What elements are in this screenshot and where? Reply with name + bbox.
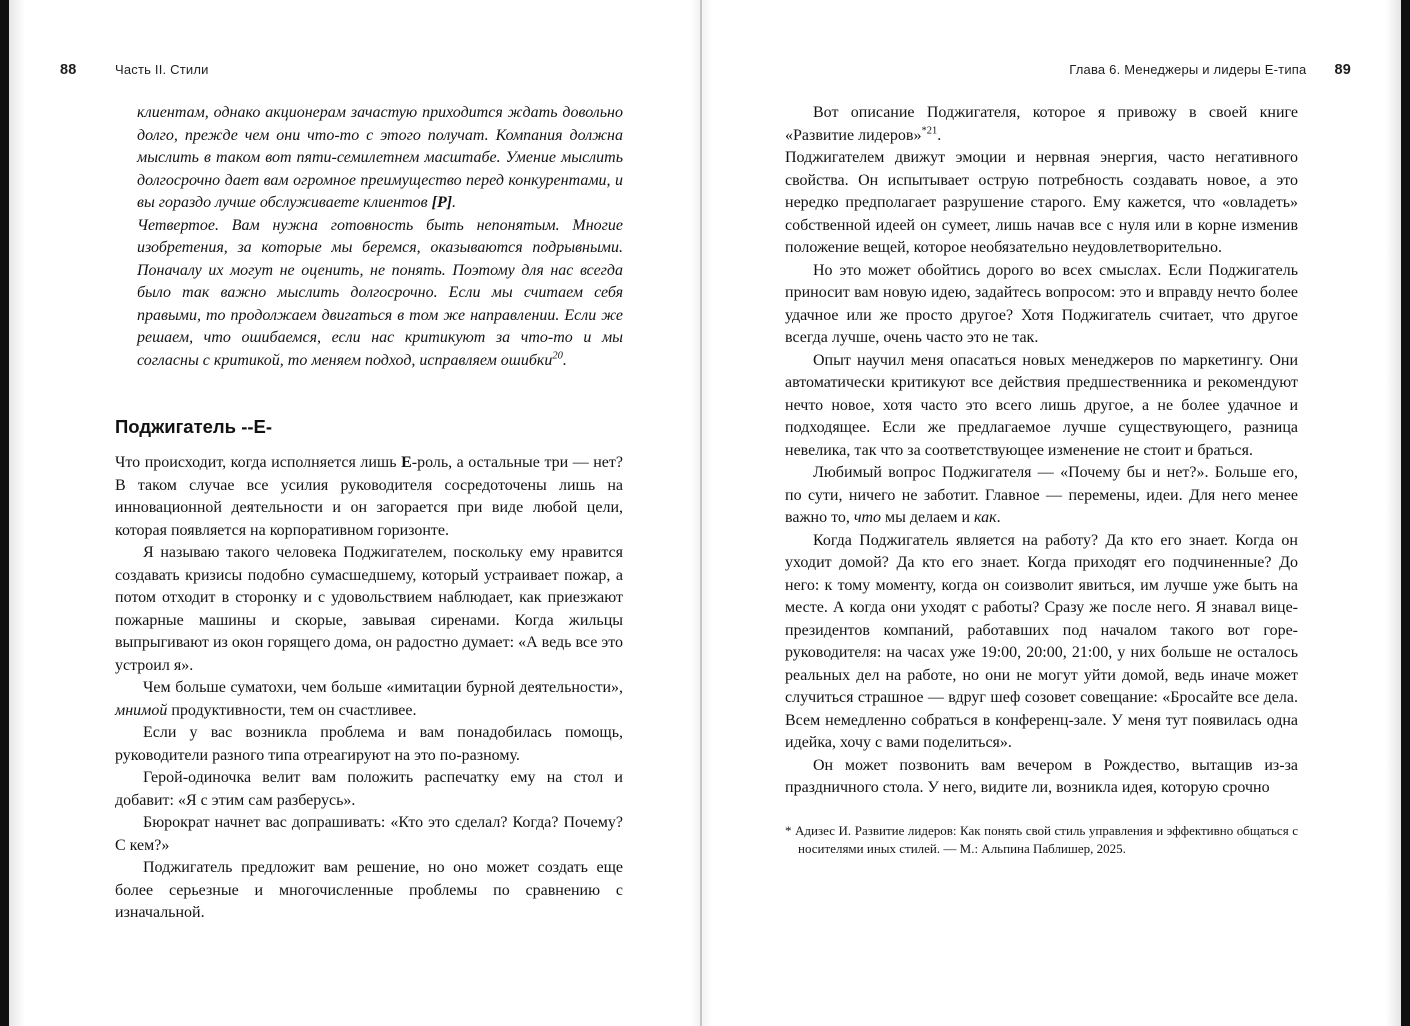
text-segment: . — [452, 194, 457, 211]
text-segment: Он может позвонить вам вечером в Рождество, вытащив из-за праздничного стола. У него, видите ли, возникла идея, которую срочно — [785, 756, 1298, 796]
text-segment: Любимый вопрос Поджигателя — «Почему бы и нет?». Больше его, по сути, ничего не заботит. Главное — перемены, идеи. Для него менее важно то, — [785, 464, 1298, 526]
paragraph — [785, 102, 1298, 147]
left-page-content — [115, 102, 623, 925]
paragraph — [115, 677, 623, 722]
paragraph — [115, 767, 623, 812]
text-segment: . — [996, 509, 1001, 526]
paragraph — [115, 452, 623, 542]
right-running-header-title: Глава 6. Менеджеры и лидеры E-типа — [1069, 62, 1307, 77]
text-segment: Когда Поджигатель является на работу? Да кто его знает. Когда он уходит домой? Да кто его знает. Когда приходят его подчиненные? До него: к тому моменту, когда он соизволит явиться, им лучше уже быть на месте. А когда они уходят с работы? Сразу же после него. Я знавал вице-президентов компаний, работавших под началом такого вот горе-руководителя: на часах уже 19:00, 20:00, 21:00, у них больше не осталось реальных дел на работе, но они не могут уйти домой, ведь иначе может случиться страшное — вдруг шеф созовет совещание: «Бросайте все дела. Всем немедленно собраться в конференц-зале. У меня тут появилась одна идейка, хочу с вами поделиться». — [785, 531, 1298, 751]
left-body-paragraphs — [115, 452, 623, 925]
paragraph — [785, 147, 1298, 260]
right-running-head — [782, 62, 1351, 78]
paragraph — [785, 462, 1298, 530]
paragraph — [785, 530, 1298, 755]
paragraph — [115, 857, 623, 925]
paragraph — [785, 260, 1298, 350]
left-running-head — [60, 62, 640, 78]
right-page-content — [785, 102, 1298, 859]
paragraph — [137, 102, 623, 215]
text-segment: [P] — [431, 194, 453, 211]
text-segment: . — [562, 351, 567, 369]
text-segment: Поджигатель предложит вам решение, но оно может создать еще более серьезные и многочисленные проблемы по сравнению с изначальной. — [115, 859, 623, 921]
superscript-note-ref: 20 — [552, 350, 563, 362]
text-segment: Чем больше суматохи, чем больше «имитации бурной деятельности», — [143, 679, 623, 696]
text-segment: клиентам, однако акционерам зачастую приходится ждать довольно долго, прежде чем они что-то с этого получат. Компания должна мыслить в таком вот пяти-семилетнем масштабе. Умение мыслить долгосрочно дает вам огромное преимущество перед конкурентами, и вы гораздо лучше обслуживаете клиентов — [137, 104, 623, 211]
paragraph — [785, 755, 1298, 800]
right-book-edge — [1401, 0, 1410, 1026]
text-segment: как — [974, 509, 997, 526]
paragraph — [115, 722, 623, 767]
text-segment: . — [937, 126, 942, 144]
text-segment: продуктивности, тем он счастливее. — [167, 701, 417, 719]
paragraph — [115, 812, 623, 857]
text-segment: Поджигателем движут эмоции и нервная энергия, часто негативного свойства. Он испытывает острую потребность создавать новое, а это нередко предполагает разрушение старого. Ему кажется, что «овладеть» собственной идеей он сумеет, лишь начав все с нуля или в корне изменив положение вещей, которое необязательно неудовлетворительно. — [785, 149, 1298, 256]
text-segment: что — [853, 509, 882, 526]
text-segment: мнимой — [115, 701, 168, 719]
block-quote — [115, 102, 623, 372]
section-heading: Поджигатель --E- — [115, 416, 273, 437]
text-segment: Что происходит, когда исполняется лишь — [115, 454, 402, 471]
right-page-number: 89 — [1334, 62, 1351, 78]
text-segment: -роль, а остальные три — нет? В таком случае все усилия руководителя сосредоточены лишь на инновационной деятельности и он загорается при виде любой цели, которая появляется на корпоративном горизонте. — [115, 454, 624, 539]
paragraph — [115, 542, 623, 677]
left-running-header-title: Часть II. Стили — [115, 62, 209, 77]
text-segment: мы делаем и — [881, 509, 975, 526]
right-body-paragraphs — [785, 102, 1298, 800]
text-segment: Если у вас возникла проблема и вам понадобилась помощь, руководители разного типа отреагируют на это по-разному. — [115, 724, 623, 764]
left-page-number: 88 — [60, 62, 77, 78]
left-book-edge — [0, 0, 9, 1026]
paragraph — [137, 215, 623, 373]
text-segment: Я называю такого человека Поджигателем, поскольку ему нравится создавать кризисы подобно сумасшедшему, который устраивает пожар, а потом отходит в сторонку и с удовольствием наблюдает, как приезжают пожарные машины и скорые, завывая сиренами. Когда жильцы выпрыгивают из окон горящего дома, он радостно думает: «А ведь все это устроил я». — [115, 544, 623, 674]
footnote: * Адизес И. Развитие лидеров: Как понять свой стиль управления и эффективно общаться с носителями иных стилей. — М.: Альпина Паблишер, 2025. — [785, 822, 1298, 856]
text-segment: Бюрократ начнет вас допрашивать: «Кто это сделал? Когда? Почему? С кем?» — [115, 814, 623, 854]
text-segment: E — [401, 454, 412, 471]
text-segment: Опыт научил меня опасаться новых менеджеров по маркетингу. Они автоматически критикуют все действия предшественника и рекомендуют нечто новое, хотя часто это всего лишь другое, а не более удачное и подходящее. Если же предлагаемое лучше существующего, разница невелика, так что за соответствующее изменение не стоит и браться. — [785, 351, 1298, 459]
superscript-note-ref: *21 — [921, 125, 938, 137]
right-page — [702, 0, 1401, 1026]
text-segment: Но это может обойтись дорого во всех смыслах. Если Поджигатель приносит вам новую идею, задайтесь вопросом: это и вправду нечто более удачное или же просто другое? Хотя Поджигатель считает, что другое всегда лучше, очень часто это не так. — [785, 261, 1298, 346]
paragraph — [785, 350, 1298, 463]
text-segment: Вот описание Поджигателя, которое я привожу в своей книге «Развитие лидеров» — [785, 104, 1298, 144]
text-segment: Четвертое. Вам нужна готовность быть непонятым. Многие изобретения, за которые мы беремся, оказываются подрывными. Поначалу их могут не оценить, не понять. Поэтому для нас всегда было так важно мыслить долгосрочно. Если мы считаем себя правыми, то продолжаем двигаться в том же направлении. Если же решаем, что ошибаемся, если нас критикуют за что-то и мы согласны с критикой, то меняем подход, исправляем ошибки — [137, 216, 623, 369]
text-segment: Герой-одиночка велит вам положить распечатку ему на стол и добавит: «Я с этим сам разберусь». — [115, 769, 623, 809]
left-page — [9, 0, 700, 1026]
